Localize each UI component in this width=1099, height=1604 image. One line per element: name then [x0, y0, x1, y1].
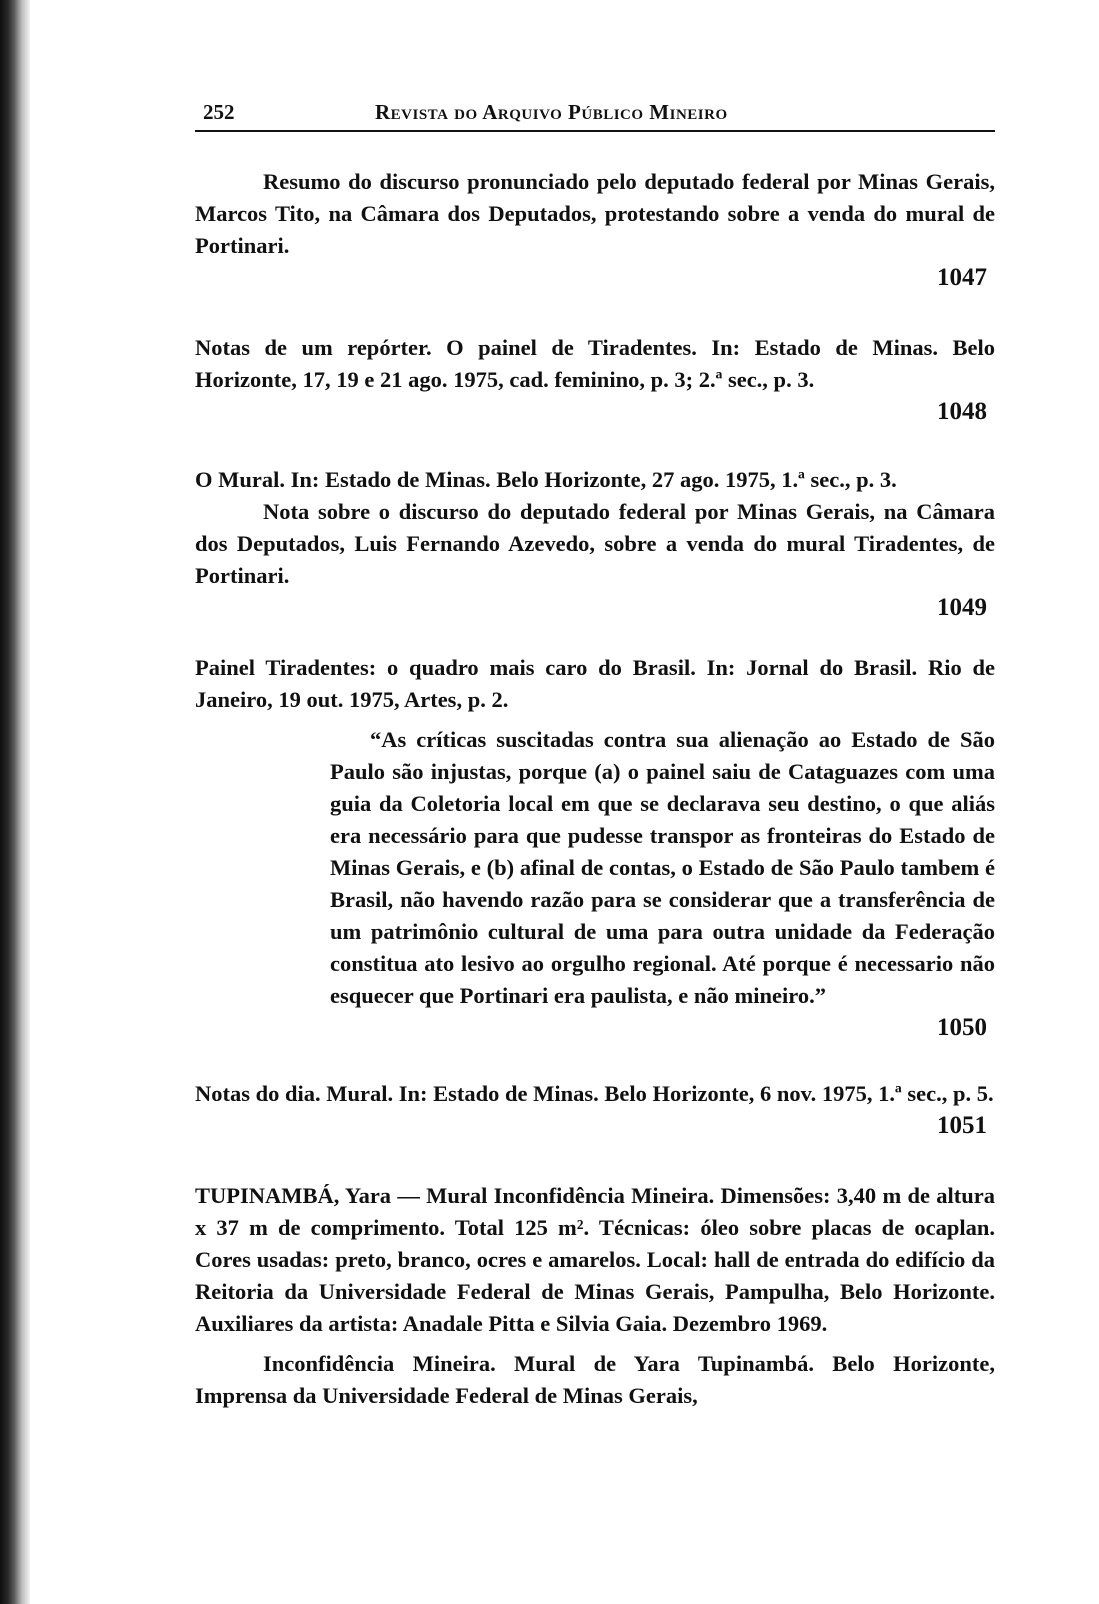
- entry-paragraph: O Mural. In: Estado de Minas. Belo Horizonte, 27 ago. 1975, 1.ª sec., p. 3.: [195, 467, 897, 492]
- bibliography-entry: [195, 166, 995, 294]
- page-number: 252: [203, 100, 235, 124]
- entry-number: 1050: [937, 1014, 987, 1041]
- entry-paragraph: TUPINAMBÁ, Yara — Mural Inconfidência Mineira. Dimensões: 3,40 m de altura x 37 m de comprimento. Total 125 m². Técnicas: óleo sobre placas de ocaplan. Cores usadas: preto, branco, ocres e amarelos. Local: hall de entrada do edifício da Reitoria da Universidade Federal de Minas Gerais, Pampulha, Belo Horizonte. Auxiliares da artista: Anadale Pitta e Silvia Gaia. Dezembro 1969.: [195, 1183, 995, 1336]
- page-header: [195, 92, 995, 132]
- entry-number: 1048: [937, 398, 987, 425]
- entry-paragraph: Painel Tiradentes: o quadro mais caro do Brasil. In: Jornal do Brasil. Rio de Janeiro, 19 out. 1975, Artes, p. 2.: [195, 655, 995, 712]
- document-page: [195, 92, 995, 1412]
- entry-number: 1047: [937, 264, 987, 291]
- entry-number: 1049: [937, 594, 987, 621]
- entry-paragraph: Notas de um repórter. O painel de Tiradentes. In: Estado de Minas. Belo Horizonte, 17, 19 e 21 ago. 1975, cad. feminino, p. 3; 2.ª sec., p. 3.: [195, 335, 995, 392]
- bibliography-entry: [195, 652, 995, 1044]
- book-binding-edge: [0, 0, 30, 1604]
- bibliography-entry: [195, 1180, 995, 1412]
- entry-number: 1051: [937, 1112, 987, 1139]
- bibliography-entry: [195, 464, 995, 624]
- bibliography-entry: [195, 1078, 995, 1142]
- entry-note: Nota sobre o discurso do deputado federal por Minas Gerais, na Câmara dos Deputados, Luis Fernando Azevedo, sobre a venda do mural Tiradentes, de Portinari.: [195, 499, 995, 588]
- entry-paragraph: Notas do dia. Mural. In: Estado de Minas. Belo Horizonte, 6 nov. 1975, 1.ª sec., p. 5.: [195, 1081, 994, 1106]
- entry-quotation: “As críticas suscitadas contra sua alienação ao Estado de São Paulo são injustas, porque (a) o painel saiu de Cataguazes com uma guia da Coletoria local em que se declarava seu destino, o que aliás era necessário para que pudesse transpor as fronteiras do Estado de Minas Gerais, e (b) afinal de contas, o Estado de São Paulo tambem é Brasil, não havendo razão para se considerar que a transferência de um patrimônio cultural de uma para outra unidade da Federação constitua ato lesivo ao orgulho regional. Até porque é necessario não esquecer que Portinari era paulista, e não mineiro.”: [330, 727, 995, 1008]
- entry-paragraph: Resumo do discurso pronunciado pelo deputado federal por Minas Gerais, Marcos Tito, na Câmara dos Deputados, protestando sobre a venda do mural de Portinari.: [195, 169, 995, 258]
- bibliography-entry: [195, 332, 995, 428]
- entry-paragraph: Inconfidência Mineira. Mural de Yara Tupinambá. Belo Horizonte, Imprensa da Universidade Federal de Minas Gerais,: [195, 1351, 995, 1408]
- running-head: Revista do Arquivo Público Mineiro: [375, 100, 728, 124]
